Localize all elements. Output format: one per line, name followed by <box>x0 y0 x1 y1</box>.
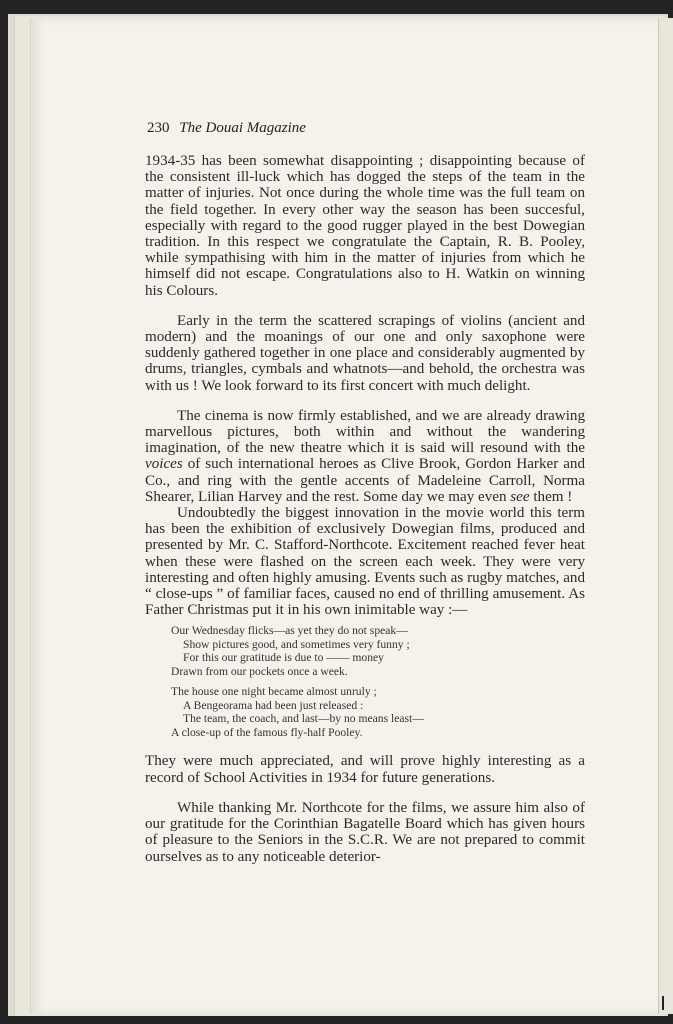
paragraph-bagatelle: While thanking Mr. Northcote for the films, we assure him also of our gratitude for the Corinthian Bagatelle Board which has given hours of pleasure to the Seniors in the S.C.R. We are not prepared to commit ourselves as to any noticeable deterior- <box>145 799 585 865</box>
facing-page-edge <box>658 18 673 1014</box>
cinema-emphasis-see: see <box>510 488 530 505</box>
magazine-title: The Douai Magazine <box>179 120 306 136</box>
verse-line: A Bengeorama had been just released : <box>183 698 364 712</box>
verse-stanza-1 <box>171 624 585 678</box>
page-number: 230 <box>147 120 170 136</box>
cinema-text-before: The cinema is now firmly established, and we are already drawing marvellous pictures, both within and without the wandering imagination, of the new theatre which it is said will resound with the <box>145 407 585 457</box>
paragraph-rugby: 1934-35 has been somewhat disappointing ; disappointing because of the consistent ill-luck which has dogged the steps of the team in the matter of injuries. Not once during the whole time was the full team on the field together. In every other way the season has been succesful, especially with regard to the good rugger played in the best Dowegian tradition. In this respect we congratulate the Captain, R. B. Pooley, while sympathising with him in the matter of injuries from which he himself did not escape. Congratulations also to H. Watkin on winning his Colours. <box>145 153 585 299</box>
verse-block <box>171 624 585 739</box>
cinema-text-after: them ! <box>529 488 573 505</box>
paragraph-orchestra: Early in the term the scattered scrapings of violins (ancient and modern) and the moanings of our one and only saxophone were suddenly gathered together in one place and considerably augmented by drums, triangles, cymbals and whatnots—and behold, the orchestra was with us ! We look forward to its first concert with much delight. <box>145 312 585 394</box>
verse-line: The team, the coach, and last—by no means least— <box>183 712 424 726</box>
verse-line: Show pictures good, and sometimes very funny ; <box>183 637 410 651</box>
verse-line: A close-up of the famous fly-half Pooley. <box>171 725 363 739</box>
verse-line: Our Wednesday flicks—as yet they do not speak— <box>171 624 408 638</box>
paragraph-appreciation: They were much appreciated, and will prove highly interesting as a record of School Activities in 1934 for future generations. <box>145 753 585 786</box>
verse-line: The house one night became almost unruly ; <box>171 685 377 699</box>
cinema-emphasis-voices: voices <box>145 456 183 473</box>
verse-line: Drawn from our pockets once a week. <box>171 664 348 678</box>
paragraph-films: Undoubtedly the biggest innovation in the movie world this term has been the exhibition of exclusively Dowegian films, produced and presented by Mr. C. Stafford-Northcote. Excitement reached fever heat when these were flashed on the screen each week. They were very interesting and often highly amusing. Events such as rugby matches, and “ close-ups ” of familiar faces, caused no end of thrilling amusement. As Father Christmas put it in his own inimitable way :— <box>145 505 585 619</box>
running-header <box>147 120 306 137</box>
scan-mark <box>662 996 664 1010</box>
verse-line: For this our gratitude is due to —— money <box>183 651 384 665</box>
verse-stanza-2 <box>171 685 585 739</box>
cinema-text-middle: of such international heroes as Clive Brook, Gordon Harker and Co., and ring with the gentle accents of Madeleine Carroll, Norma Shearer, Lilian Harvey and the rest. Some day we may even <box>145 456 585 505</box>
paragraph-cinema <box>145 408 585 505</box>
article-body <box>145 153 585 865</box>
